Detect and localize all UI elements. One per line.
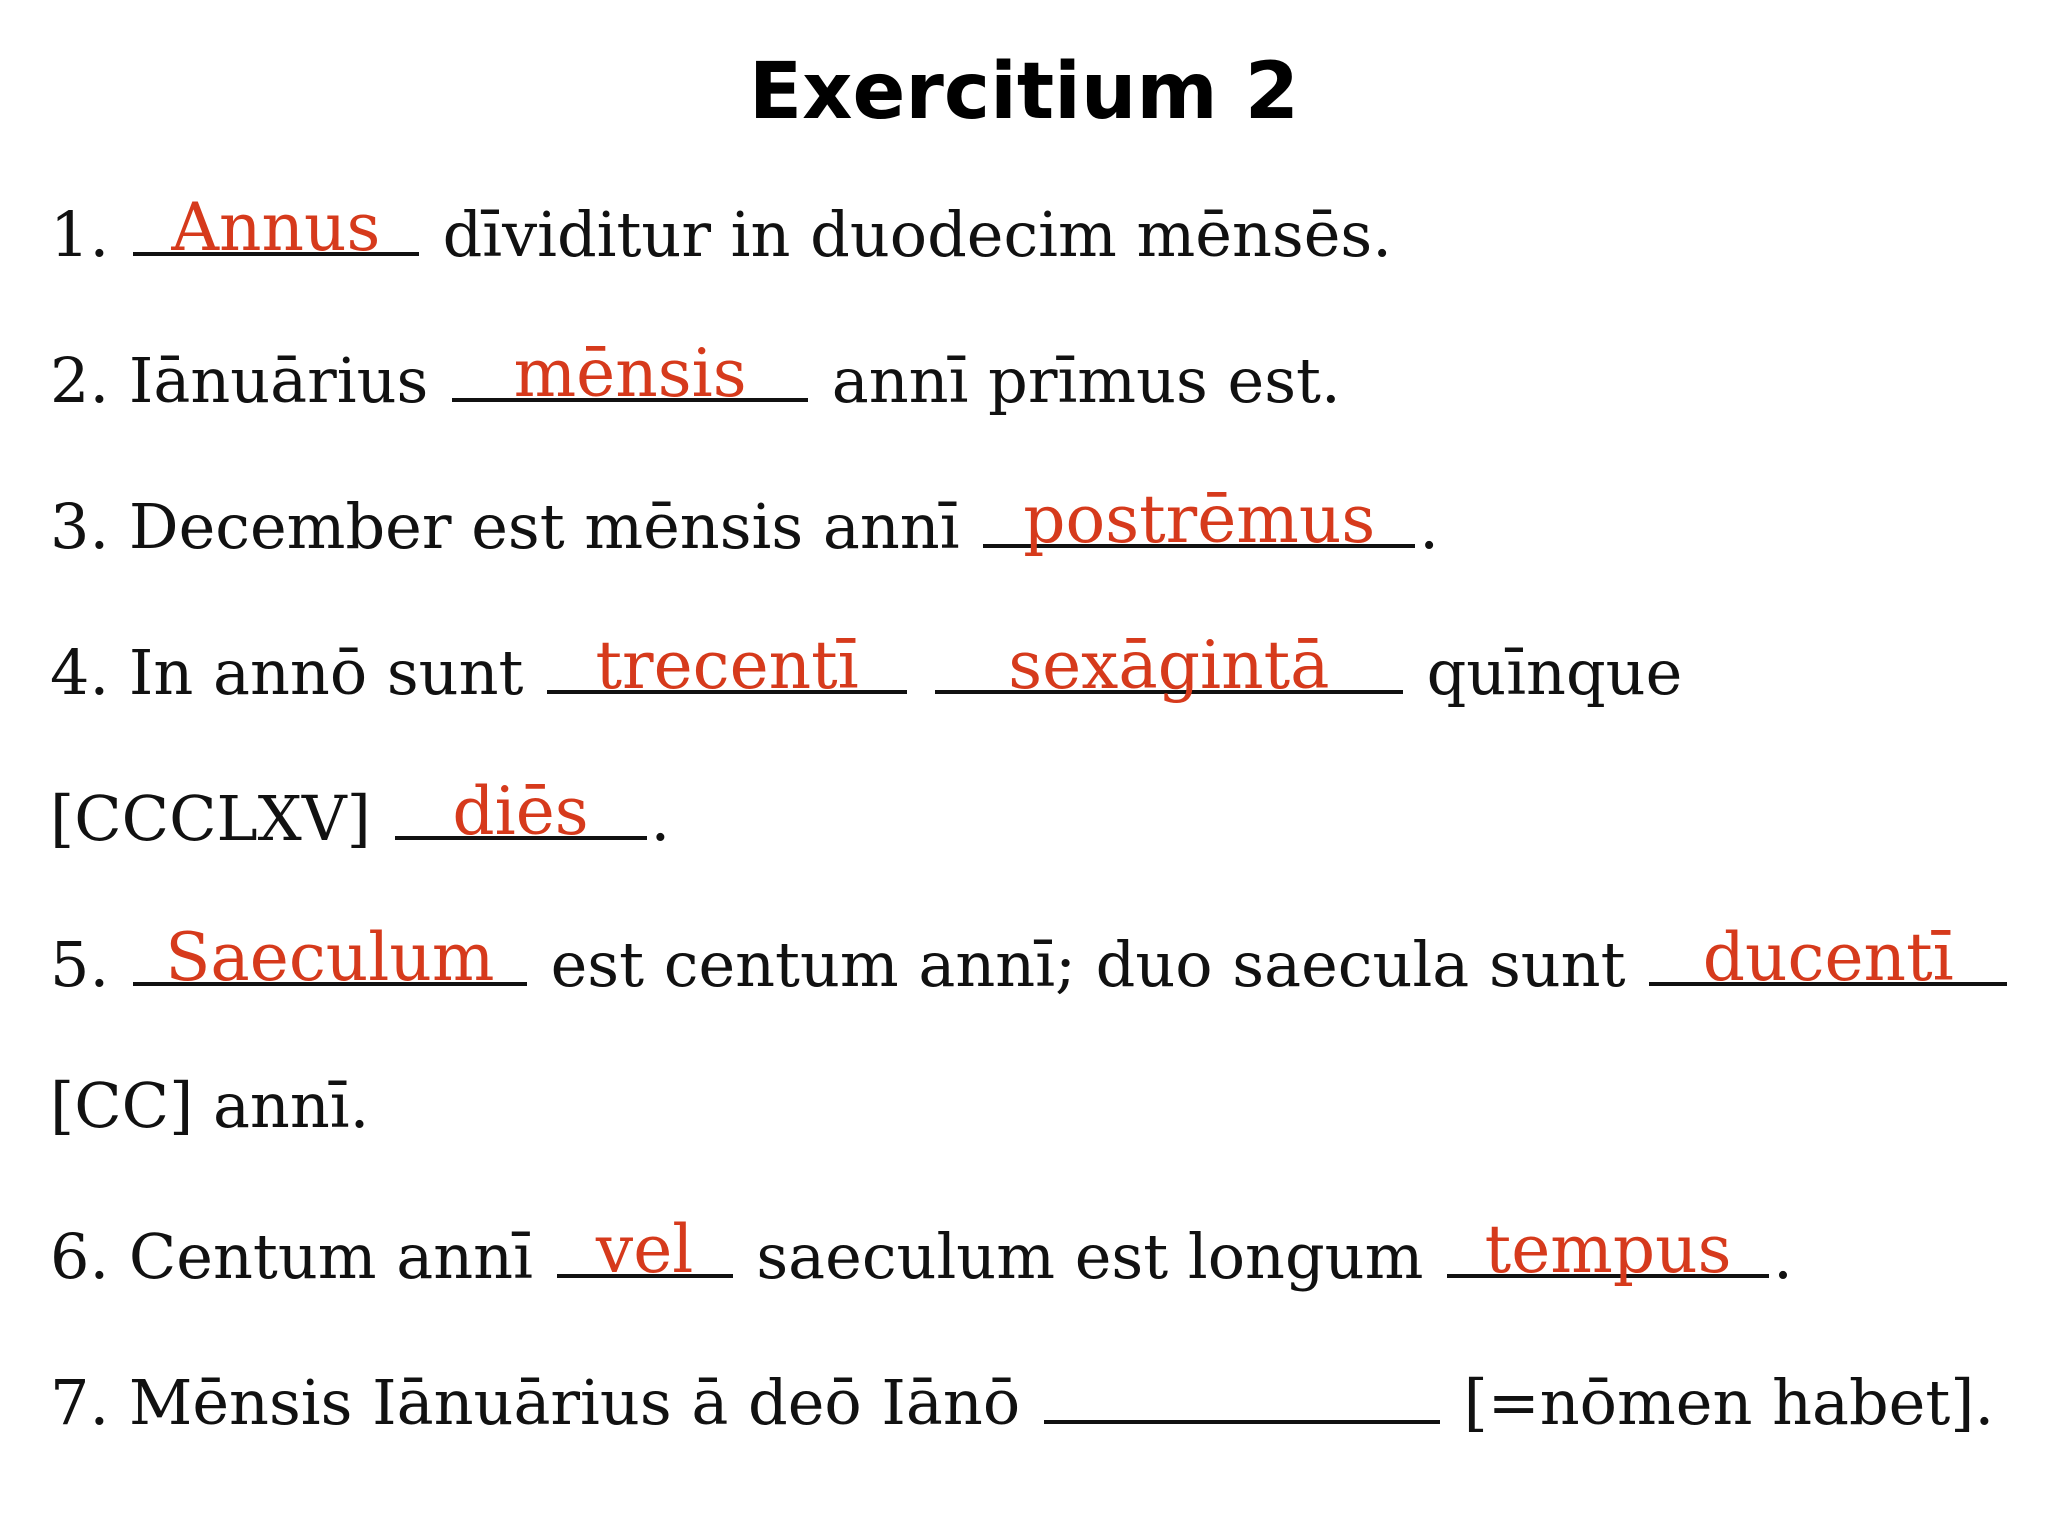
answer-blank[interactable]	[1044, 1358, 1440, 1424]
exercise-line-2	[50, 336, 1341, 421]
line-text: .	[1419, 490, 1439, 563]
line-text: 2. Iānuārius	[50, 344, 449, 417]
line-text	[911, 636, 931, 709]
answer-text: postrēmus	[1023, 481, 1376, 558]
line-text: est centum annī; duo saecula sunt	[530, 928, 1646, 1001]
answer-blank[interactable]	[133, 189, 419, 266]
line-text: quīnque	[1406, 636, 1683, 709]
answer-blank[interactable]	[452, 335, 808, 412]
exercise-line-4	[50, 628, 1682, 713]
answer-text: trecentī	[595, 627, 859, 704]
answer-blank[interactable]	[133, 919, 527, 996]
line-text: 3. December est mēnsis annī	[50, 490, 980, 563]
line-text: [CC] annī.	[50, 1069, 370, 1142]
exercise-line-6	[50, 1212, 1793, 1297]
line-text: 5.	[50, 928, 129, 1001]
answer-blank[interactable]	[557, 1211, 733, 1288]
exercise-line-5-continued	[50, 1066, 369, 1146]
answer-blank[interactable]	[1447, 1211, 1769, 1288]
answer-text: sexāgintā	[1008, 627, 1330, 704]
answer-text: Saeculum	[165, 919, 495, 996]
exercise-line-1	[50, 190, 1392, 275]
answer-blank[interactable]	[983, 481, 1415, 558]
answer-text: ducentī	[1702, 919, 1954, 996]
answer-text: Annus	[171, 189, 381, 266]
exercise-line-5	[50, 920, 2011, 1005]
line-text: saeculum est longum	[736, 1220, 1444, 1293]
line-text: 7. Mēnsis Iānuārius ā deō Iānō	[50, 1366, 1040, 1439]
answer-blank[interactable]	[395, 773, 647, 850]
answer-text: mēnsis	[513, 335, 747, 412]
line-text: [CCCLXV]	[50, 782, 391, 855]
answer-blank[interactable]	[547, 627, 907, 704]
exercise-line-3	[50, 482, 1439, 567]
line-text: annī prīmus est.	[812, 344, 1341, 417]
page-title: Exercitium 2	[748, 47, 1300, 137]
line-text: [=nōmen habet].	[1443, 1366, 1995, 1439]
line-text: .	[1773, 1220, 1793, 1293]
line-text: 6. Centum annī	[50, 1220, 553, 1293]
answer-text: diēs	[452, 773, 589, 850]
line-text: 1.	[50, 198, 129, 271]
answer-blank[interactable]	[1649, 919, 2007, 996]
exercise-line-7	[50, 1358, 1994, 1443]
answer-text: tempus	[1484, 1211, 1732, 1288]
line-text: .	[650, 782, 671, 855]
line-text: dīviditur in duodecim mēnsēs.	[422, 198, 1392, 271]
answer-blank[interactable]	[935, 627, 1403, 704]
answer-text: vel	[595, 1211, 694, 1288]
line-text: 4. In annō sunt	[50, 636, 544, 709]
exercise-line-4-continued	[50, 774, 670, 859]
